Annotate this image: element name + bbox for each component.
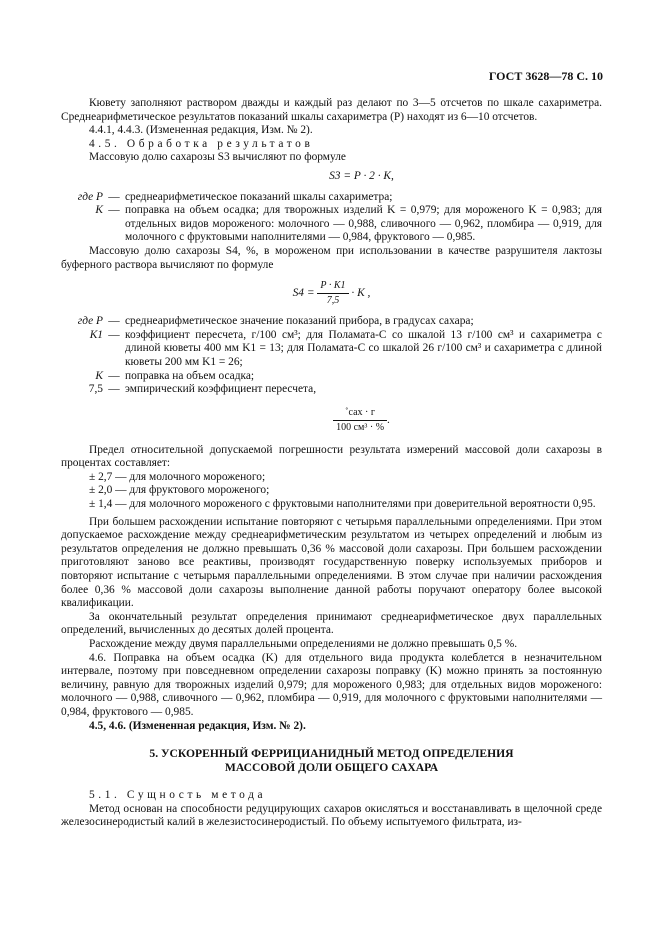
definition-dash: — xyxy=(108,204,120,217)
definition-row xyxy=(61,329,602,370)
definition-symbol: K xyxy=(95,369,103,382)
definition-symbol: K xyxy=(95,204,103,217)
definition-row xyxy=(61,370,602,384)
definition-text: среднеарифметическое показаний шкалы сахариметра; xyxy=(125,190,393,203)
formula-s4-denominator: 7,5 xyxy=(326,295,340,307)
definition-symbol: где P xyxy=(77,315,103,328)
edit-note-1: 4.4.1, 4.4.3. (Измененная редакция, Изм. № 2). xyxy=(89,124,313,137)
definition-dash: — xyxy=(108,190,120,203)
formula-s3: S3 = P · 2 · K, xyxy=(329,169,394,182)
unit-numerator: ˚сах · г xyxy=(333,407,387,421)
section-4-5-heading xyxy=(61,138,602,152)
paragraph-s4: Массовую долю сахарозы S4, %, в мороженом при использовании в качестве разрушителя лактозы буферного раствора вычисляют по формуле xyxy=(61,244,602,271)
formula-s4-lhs: S4 = xyxy=(292,287,315,300)
edit-note-2: 4.5, 4.6. (Измененная редакция, Изм. № 2). xyxy=(89,719,306,732)
definition-symbol: где P xyxy=(77,190,103,203)
paragraph-final-result: За окончательный результат определения принимают среднеарифметическое двух параллельных определений, вычисленных до десятых долей процента. xyxy=(61,610,602,637)
definition-text: поправка на объем осадка; для творожных изделий K = 0,979; для мороженого K = 0,983; для отдельных видов мороженого: молочного — 0,988, сливочного — 0,962, пломбира — 0,919, для молочного с фруктовыми наполнителями — 0,984, фруктового — 0,985. xyxy=(125,204,602,244)
definitions-2 xyxy=(61,315,602,397)
definition-row xyxy=(61,315,602,329)
section-5-title xyxy=(61,747,602,775)
definition-text: коэффициент пересчета, г/100 см³; для Поламата-С со шкалой 13 г/100 см³ и сахариметра с длиной кюветы 400 мм K1 = 13; для Поламата-С со шкалой 26 г/100 см³ и сахариметра с длиной кюветы 200 мм K1 = 26; xyxy=(125,328,602,368)
paragraph-4-6: 4.6. Поправка на объем осадка (K) для отдельного вида продукта колеблется в незначительном интервале, поэтому при повседневном определении сахарозы поправку (K) можно принять за постоянную величину, равную для творожных изделий 0,979; для мороженого 0,983; для отдельных видов мороженого: молочного — 0,988, сливочного — 0,962, пломбира — 0,919, для молочного с фруктовыми наполнителями — 0,984, фруктового — 0,985. xyxy=(61,651,602,718)
limit-item: ± 2,0 — для фруктового мороженого; xyxy=(89,484,270,497)
definition-text: поправка на объем осадка; xyxy=(125,369,255,382)
definition-dash: — xyxy=(108,328,120,341)
unit-fraction-dot: . xyxy=(387,413,390,426)
section-5-1-heading-text: 5.1. Сущность метода xyxy=(89,789,267,802)
section-4-5-heading-text: 4.5. Обработка результатов xyxy=(89,137,314,150)
section-4-5-intro: Массовую долю сахарозы S3 вычисляют по формуле xyxy=(89,151,346,164)
definition-row xyxy=(61,191,602,205)
formula-s4 xyxy=(61,280,602,307)
section-5-title-line-2: МАССОВОЙ ДОЛИ ОБЩЕГО САХАРА xyxy=(224,761,439,775)
definition-text: среднеарифметическое значение показаний прибора, в градусах сахара; xyxy=(125,315,474,328)
definition-dash: — xyxy=(108,315,120,328)
definitions-1 xyxy=(61,191,602,245)
unit-fraction xyxy=(61,407,602,434)
definition-row xyxy=(61,204,602,245)
formula-s4-rhs: · K , xyxy=(351,287,371,300)
section-5-title-line-1: 5. УСКОРЕННЫЙ ФЕРРИЦИАНИДНЫЙ МЕТОД ОПРЕДЕЛЕНИЯ xyxy=(149,747,514,761)
definition-text: эмпирический коэффициент пересчета, xyxy=(125,383,317,396)
paragraph-repeat-test: При большем расхождении испытание повторяют с четырьмя параллельными определениями. При этом допускаемое расхождение между среднеарифметическим результатом из четырех определений и любым из результатов определения не должно превышать 0,36 % массовой доли сахарозы. При большем расхождении приготовляют заново все реактивы, производят государственную поверку используемых приборов и повторяют испытание с четырьмя параллельными определениями. В этом случае при наличии расхождения более 0,36 % массовой доли сахарозы выполнение данной работы поручают оператору более высокой квалификации. xyxy=(61,515,602,610)
definition-symbol: 7,5 xyxy=(88,383,103,396)
limit-item: ± 1,4 — для молочного мороженого с фруктовыми наполнителями при доверительной вероятности 0,95. xyxy=(89,498,596,511)
definition-dash: — xyxy=(108,383,120,396)
formula-s4-fraction xyxy=(317,280,348,307)
section-5-1-heading xyxy=(61,789,602,803)
definition-dash: — xyxy=(108,369,120,382)
unit-denominator: 100 см³ · % xyxy=(336,421,385,433)
page-header: ГОСТ 3628—78 С. 10 xyxy=(488,69,603,83)
unit-fraction-body xyxy=(333,407,387,434)
document-body xyxy=(61,97,602,830)
definition-row xyxy=(61,383,602,397)
limit-item: ± 2,7 — для молочного мороженого; xyxy=(89,470,266,483)
paragraph-discrepancy: Расхождение между двумя параллельными определениями не должно превышать 0,5 %. xyxy=(89,638,518,650)
definition-symbol: K1 xyxy=(89,328,103,341)
paragraph-cuvette: Кювету заполняют раствором дважды и каждый раз делают по 3—5 отсчетов по шкале сахариметра. Среднеарифметическое результатов показаний шкалы сахариметра (P) находят из 6—10 отсчетов. xyxy=(61,97,602,123)
paragraph-5-1: Метод основан на способности редуцирующих сахаров окисляться и восстанавливать в щелочной среде железосинеродистый калий в железистосинеродистый. По объему испытуемого фильтрата, из- xyxy=(61,802,602,829)
paragraph-error-limit: Предел относительной допускаемой погрешности результата измерений массовой доли сахарозы в процентах составляет: xyxy=(61,443,602,470)
formula-s4-numerator: P · K1 xyxy=(317,280,348,294)
